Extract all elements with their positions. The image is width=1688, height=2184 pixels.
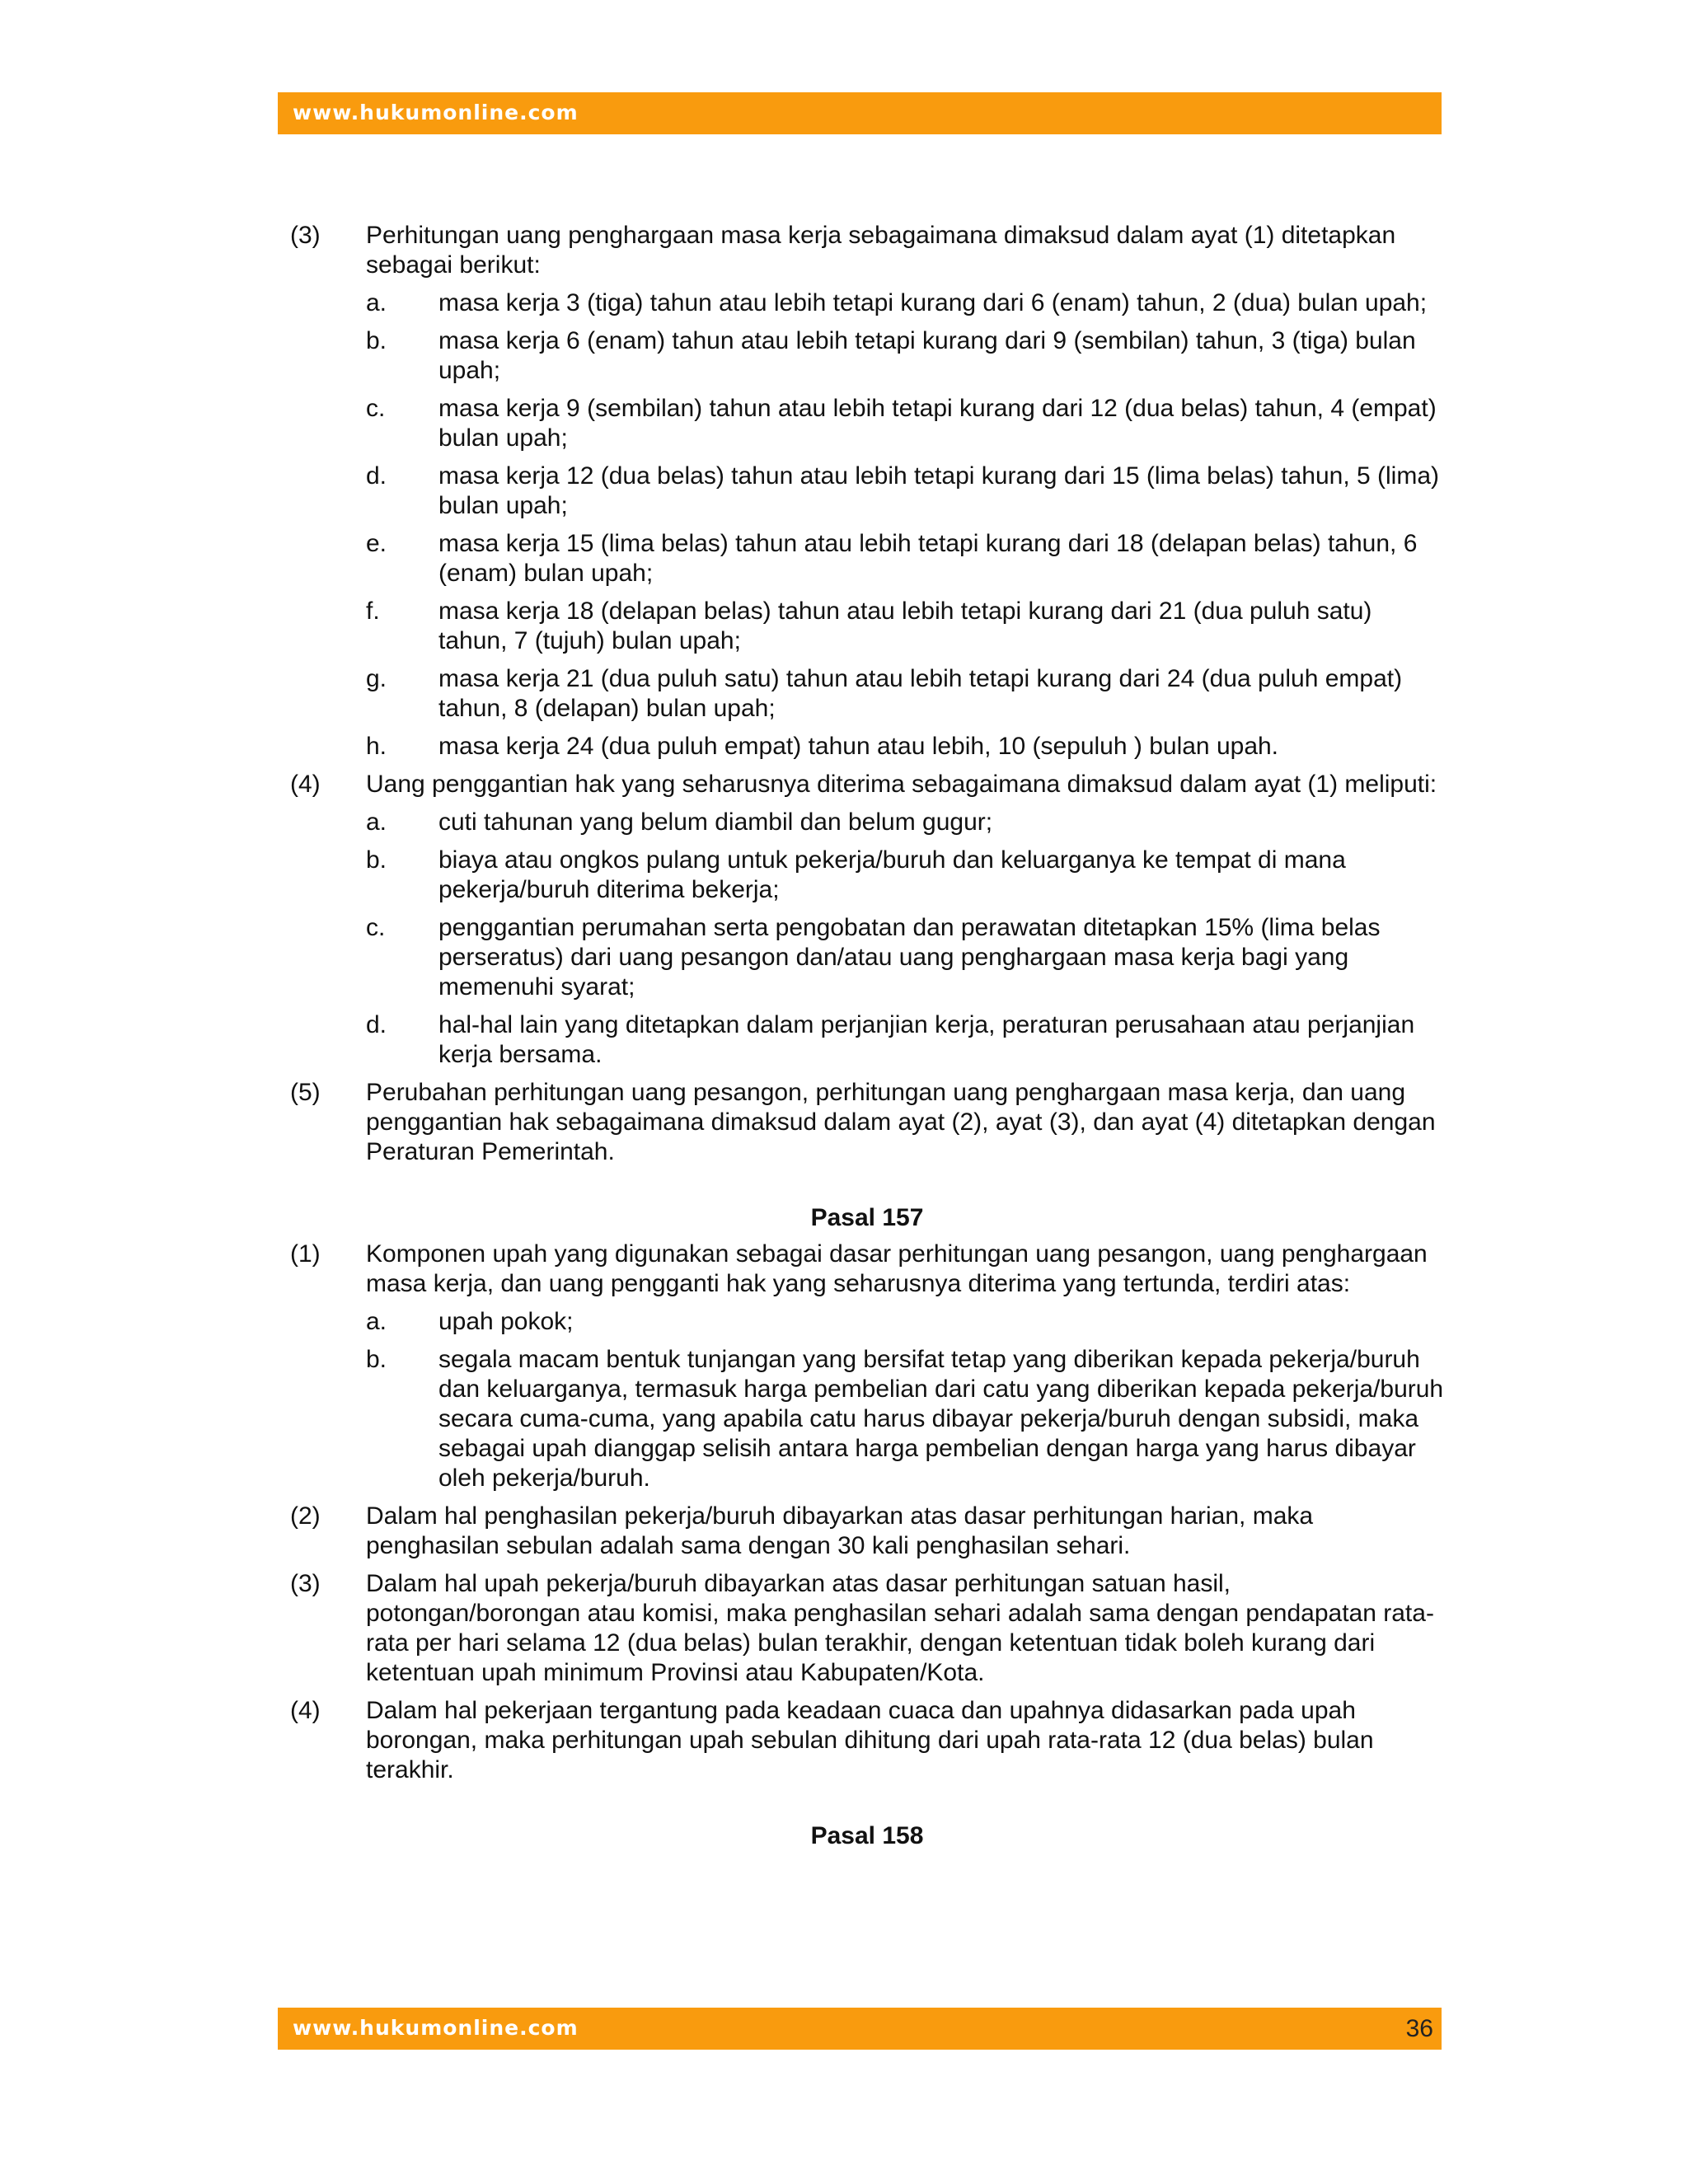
article-heading: Pasal 158 — [810, 1822, 924, 1849]
subclause-letter: d. — [366, 462, 387, 490]
subclause-letter: h. — [366, 733, 387, 760]
subclause-letter: f. — [366, 598, 380, 625]
clause-item — [290, 1078, 1444, 1167]
clause-number: (5) — [290, 1079, 321, 1106]
clause-number: (3) — [290, 1570, 321, 1597]
subclause-letter: a. — [366, 1308, 387, 1335]
subclause-text: segala macam bentuk tunjangan yang bersifat tetap yang diberikan kepada pekerja/buruh dan keluarganya, termasuk harga pembelian dari catu yang diberikan kepada pekerja/buruh secara cuma-cuma, yang apabila catu harus dibayar pekerja/buruh dengan subsidi, maka sebagai upah dianggap selisih antara harga pembelian dengan harga yang harus dibayar oleh pekerja/buruh. — [438, 1346, 1444, 1492]
clause-number: (4) — [290, 771, 321, 798]
subclause-text: masa kerja 18 (delapan belas) tahun atau lebih tetapi kurang dari 21 (dua puluh satu) tahun, 7 (tujuh) bulan upah; — [438, 598, 1372, 654]
clause-text: Uang penggantian hak yang seharusnya diterima sebagaimana dimaksud dalam ayat (1) meliputi: — [366, 771, 1437, 798]
clause-body — [366, 1696, 1444, 1785]
subclause-item — [366, 597, 1444, 656]
subclause-item — [366, 1345, 1444, 1493]
subclause-text: masa kerja 12 (dua belas) tahun atau lebih tetapi kurang dari 15 (lima belas) tahun, 5 (lima) bulan upah; — [438, 462, 1440, 519]
clause-body — [366, 770, 1444, 1070]
clause-text: Perubahan perhitungan uang pesangon, perhitungan uang penghargaan masa kerja, dan uang penggantian hak sebagaimana dimaksud dalam ayat (2), ayat (3), dan ayat (4) ditetapkan dengan Peraturan Pemerintah. — [366, 1079, 1436, 1165]
page-number: 36 — [1405, 2015, 1433, 2042]
document-body — [290, 221, 1444, 1858]
subclause-text: upah pokok; — [438, 1308, 574, 1335]
subclause-item — [366, 846, 1444, 905]
subclause-item — [366, 1010, 1444, 1070]
clause-text: Dalam hal penghasilan pekerja/buruh dibayarkan atas dasar perhitungan harian, maka penghasilan sebulan adalah sama dengan 30 kali penghasilan sehari. — [366, 1502, 1314, 1559]
clause-number: (3) — [290, 222, 321, 249]
clause-item — [290, 221, 1444, 762]
clause-number: (2) — [290, 1502, 321, 1530]
subclause-text: masa kerja 6 (enam) tahun atau lebih tetapi kurang dari 9 (sembilan) tahun, 3 (tiga) bulan upah; — [438, 327, 1416, 384]
clause-number: (1) — [290, 1240, 321, 1268]
subclause-text: masa kerja 24 (dua puluh empat) tahun atau lebih, 10 (sepuluh ) bulan upah. — [438, 733, 1279, 760]
subclause-letter: c. — [366, 395, 386, 422]
subclause-item — [366, 913, 1444, 1002]
clause-number: (4) — [290, 1697, 321, 1724]
article-heading: Pasal 157 — [810, 1204, 924, 1231]
subclause-text: hal-hal lain yang ditetapkan dalam perjanjian kerja, peraturan perusahaan atau perjanjian kerja bersama. — [438, 1011, 1415, 1068]
subclause-text: masa kerja 21 (dua puluh satu) tahun atau lebih tetapi kurang dari 24 (dua puluh empat) tahun, 8 (delapan) bulan upah; — [438, 665, 1403, 722]
clause-item — [290, 1569, 1444, 1688]
subclause-letter: c. — [366, 914, 386, 941]
clause-text: Perhitungan uang penghargaan masa kerja sebagaimana dimaksud dalam ayat (1) ditetapkan sebagai berikut: — [366, 222, 1396, 279]
clause-body — [366, 221, 1444, 762]
subclause-item — [366, 529, 1444, 588]
subclause-item — [366, 808, 1444, 837]
clause-item — [290, 770, 1444, 1070]
subclause-letter: a. — [366, 808, 387, 836]
clause-text: Komponen upah yang digunakan sebagai dasar perhitungan uang pesangon, uang penghargaan masa kerja, dan uang pengganti hak yang seharusnya diterima yang tertunda, terdiri atas: — [366, 1240, 1428, 1297]
subclause-letter: d. — [366, 1011, 387, 1038]
subclause-item — [366, 1307, 1444, 1337]
clause-text: Dalam hal upah pekerja/buruh dibayarkan atas dasar perhitungan satuan hasil, potongan/borongan atau komisi, maka penghasilan sehari adalah sama dengan pendapatan rata-rata per hari selama 12 (dua belas) bulan terakhir, dengan ketentuan tidak boleh kurang dari ketentuan upah minimum Provinsi atau Kabupaten/Kota. — [366, 1570, 1434, 1686]
subclause-item — [366, 732, 1444, 762]
subclause-text: cuti tahunan yang belum diambil dan belum gugur; — [438, 808, 993, 836]
clause-body — [366, 1078, 1444, 1167]
subclause-item — [366, 326, 1444, 386]
header-url[interactable]: www.hukumonline.com — [293, 101, 579, 124]
clause-body — [366, 1569, 1444, 1688]
subclause-text: masa kerja 3 (tiga) tahun atau lebih tetapi kurang dari 6 (enam) tahun, 2 (dua) bulan upah; — [438, 289, 1428, 316]
footer-band — [278, 2008, 1442, 2050]
subclause-item — [366, 664, 1444, 724]
subclause-text: biaya atau ongkos pulang untuk pekerja/buruh dan keluarganya ke tempat di mana pekerja/buruh diterima bekerja; — [438, 846, 1346, 903]
subclause-letter: a. — [366, 289, 387, 316]
subclause-letter: e. — [366, 530, 387, 557]
subclause-text: penggantian perumahan serta pengobatan dan perawatan ditetapkan 15% (lima belas perseratus) dari uang pesangon dan/atau uang penghargaan masa kerja bagi yang memenuhi syarat; — [438, 914, 1381, 1001]
subclause-letter: b. — [366, 327, 387, 354]
subclause-text: masa kerja 9 (sembilan) tahun atau lebih tetapi kurang dari 12 (dua belas) tahun, 4 (empat) bulan upah; — [438, 395, 1437, 452]
subclause-text: masa kerja 15 (lima belas) tahun atau lebih tetapi kurang dari 18 (delapan belas) tahun, 6 (enam) bulan upah; — [438, 530, 1418, 587]
subclause-letter: b. — [366, 1346, 387, 1373]
subclause-item — [366, 288, 1444, 318]
clause-body — [366, 1502, 1444, 1561]
clause-item — [290, 1240, 1444, 1493]
clause-body — [366, 1240, 1444, 1493]
subclause-item — [366, 462, 1444, 521]
subclause-letter: b. — [366, 846, 387, 874]
header-band — [278, 92, 1442, 134]
footer-url[interactable]: www.hukumonline.com — [293, 2016, 579, 2040]
clause-item — [290, 1502, 1444, 1561]
subclause-item — [366, 394, 1444, 453]
clause-text: Dalam hal pekerjaan tergantung pada keadaan cuaca dan upahnya didasarkan pada upah borongan, maka perhitungan upah sebulan dihitung dari upah rata-rata 12 (dua belas) bulan terakhir. — [366, 1697, 1374, 1783]
subclause-letter: g. — [366, 665, 387, 692]
clause-item — [290, 1696, 1444, 1785]
